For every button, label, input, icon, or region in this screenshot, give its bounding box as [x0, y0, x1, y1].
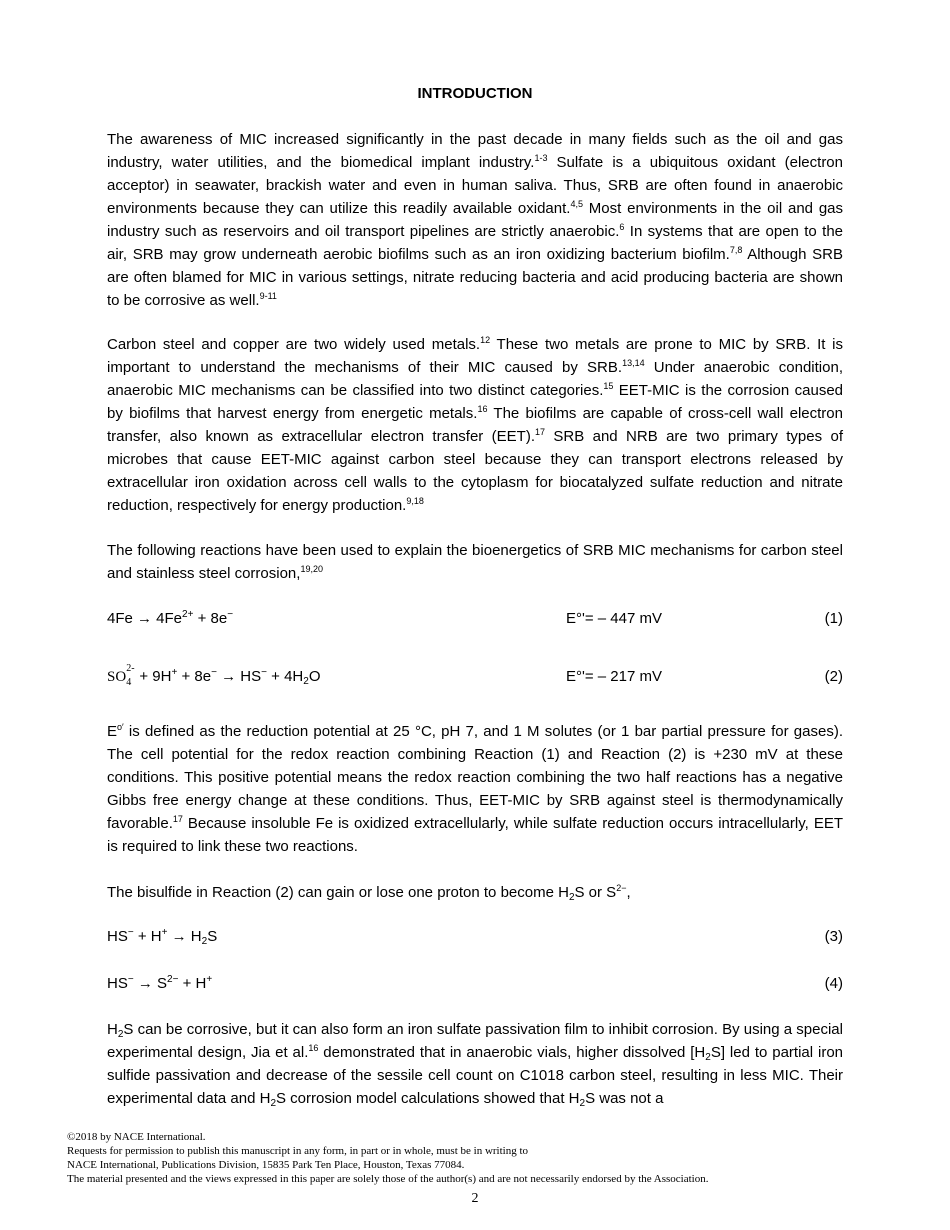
paragraph-5: The bisulfide in Reaction (2) can gain or lose one proton to become $H_2S$ or $S^{2-}$,	[107, 883, 631, 903]
citation: 1-3	[534, 153, 548, 163]
equation-2-potential: E°'= – 217 mV	[566, 668, 662, 685]
paragraph-1: The awareness of MIC increased significantly in the past decade in many fields such as the oil and gas industry, water utilities, and the biomedical implant industry.$^{1-3}$ Sulfate is a ubiquitous oxidant (electron acceptor) in seawater, brackish water and even in human saliva. Thus, SRB are often found in anaerobic environments because they can utilize this readily available oxidant.$^{4,5}$ Most environments in the oil and gas industry such as reservoirs and oil transport pipelines are strictly anaerobic.$^6$ In systems that are open to the air, SRB may grow underneath aerobic biofilms such as an iron oxidizing bacterium biofilm.$^{7,8}$ Although SRB are often blamed for MIC in various settings, nitrate reducing bacteria and acid producing bacteria are shown to be corrosive as well.$^{9-11}$	[107, 131, 844, 309]
equation-2-expression: SO 2- 4 + $9H^+ + 8e^- \to HS^- + 4H_2O$	[107, 663, 321, 688]
citation: 17	[535, 427, 546, 437]
footer-line: The material presented and the views expressed in this paper are solely those of the author(s) and are not necessarily endorsed by the Association.	[67, 1173, 709, 1185]
paragraph-4: $E^{o'}$ is defined as the reduction potential at 25 °C, pH 7, and 1 M solutes (or 1 bar partial pressure for gases). The cell potential for the redox reaction combining Reaction (1) and Reaction (2) is +230 mV at these conditions. This positive potential means the redox reaction combining the two half reactions has a negative Gibbs free energy change at these conditions. Thus, EET-MIC by SRB against steel is thermodynamically favorable.$^{17}$ Because insoluble Fe is oxidized extracellularly, while sulfate reduction occurs intracellularly, EET is required to link these two reactions.	[107, 722, 843, 855]
citation: 9-11	[259, 291, 277, 301]
footer-line: NACE International, Publications Division, 15835 Park Ten Place, Houston, Texas 77084.	[67, 1159, 465, 1171]
copyright-footer	[67, 1130, 708, 1186]
equation-4-number: (4)	[824, 975, 843, 992]
citation: 19,20	[300, 564, 323, 574]
citation: 4,5	[570, 199, 583, 209]
equation-3-expression: $HS^- + H^+ \to H_2S$	[107, 927, 218, 947]
page-number: 2	[471, 1191, 479, 1206]
footer-line: Requests for permission to publish this manuscript in any form, in part or in whole, must be in writing to	[67, 1145, 529, 1157]
citation: 6	[619, 222, 625, 232]
paragraph-2: Carbon steel and copper are two widely used metals.$^{12}$ These two metals are prone to MIC by SRB. It is important to understand the mechanisms of their MIC caused by SRB.$^{13,14}$ Under anaerobic condition, anaerobic MIC mechanisms can be classified into two distinct categories.$^{15}$ EET-MIC is the corrosion caused by biofilms that harvest energy from energetic metals.$^{16}$ The biofilms are capable of cross-cell wall electron transfer, also known as extracellular electron transfer (EET).$^{17}$ SRB and NRB are two primary types of microbes that cause EET-MIC against carbon steel because they can transport electrons released by extracellular iron oxidation across cell walls to the cytoplasm for biocatalyzed sulfate reduction and nitrate reduction, respectively for energy production.$^{9,18}$	[107, 335, 843, 514]
equation-4-expression: $HS^- \to S^{2-} + H^+$	[107, 974, 213, 992]
equation-3-number: (3)	[824, 928, 843, 945]
citation: 16	[477, 404, 488, 414]
equation-2	[107, 663, 843, 690]
citation: 17	[172, 814, 183, 824]
citation: 13,14	[622, 358, 645, 368]
citation: 12	[480, 335, 491, 345]
footer-line: ©2018 by NACE International.	[67, 1131, 206, 1143]
equation-1-expression: $4Fe \to 4Fe^{2+} + 8e^-$	[107, 609, 234, 627]
paragraph-3: The following reactions have been used to explain the bioenergetics of SRB MIC mechanisms for carbon steel and stainless steel corrosion,$^{19,20}$	[107, 542, 843, 582]
citation: 15	[603, 381, 614, 391]
equation-3	[107, 928, 843, 950]
equation-2-number: (2)	[824, 668, 843, 685]
citation: 9,18	[406, 496, 424, 506]
citation: 16	[308, 1043, 319, 1053]
equation-4	[107, 975, 843, 997]
citation: 7,8	[729, 245, 743, 255]
paragraph-6: $H_2S$ can be corrosive, but it can also form an iron sulfate passivation film to inhibit corrosion. By using a special experimental design, Jia et al.$^{16}$ demonstrated that in anaerobic vials, higher dissolved $[H_2S]$ led to partial iron sulfide passivation and decrease of the sessile cell count on C1018 carbon steel, resulting in less MIC. Their experimental data and $H_2S$ corrosion model calculations showed that $H_2S$ was not a	[107, 1021, 843, 1109]
section-heading: INTRODUCTION	[417, 85, 533, 102]
equation-1-potential: E°'= – 447 mV	[566, 610, 662, 627]
equation-1-number: (1)	[824, 610, 843, 627]
equation-1	[107, 610, 843, 632]
